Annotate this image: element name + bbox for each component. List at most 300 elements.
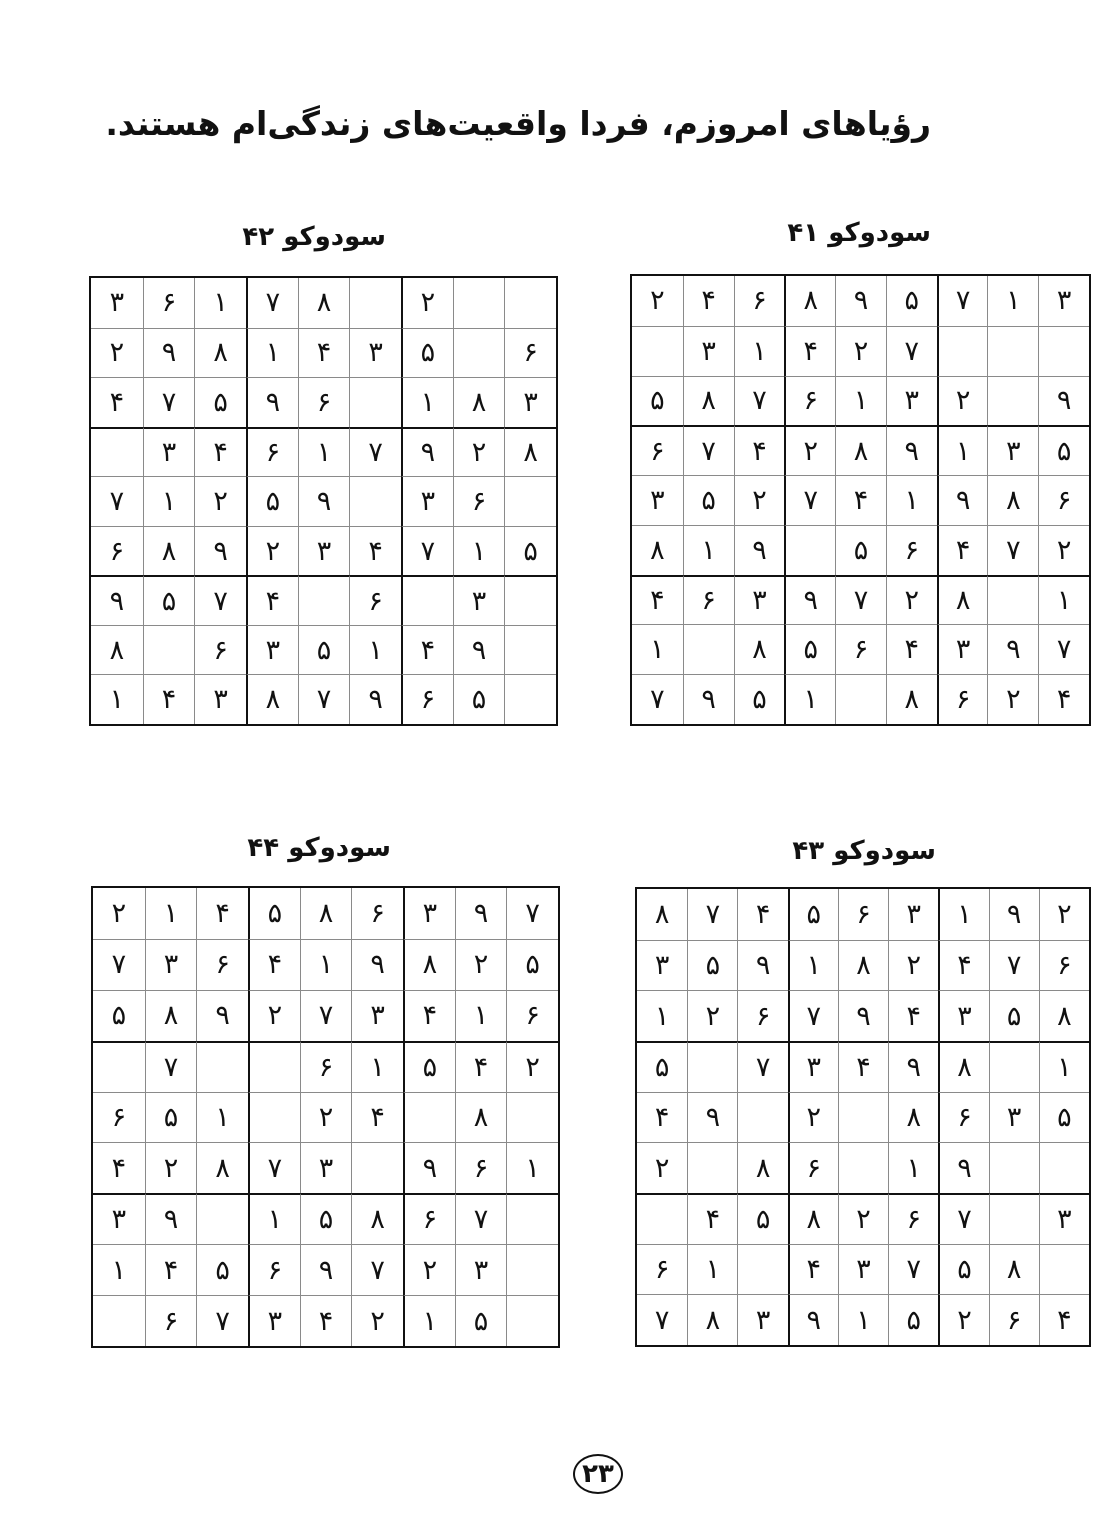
sudoku-cell	[1039, 1142, 1089, 1193]
sudoku-cell: ۱	[987, 276, 1038, 326]
sudoku-cell: ۹	[987, 624, 1038, 674]
sudoku-cell: ۵	[298, 625, 350, 675]
sudoku-cell: ۲	[1038, 525, 1089, 575]
sudoku-cell	[683, 624, 734, 674]
sudoku-cell: ۳	[1039, 1193, 1089, 1244]
sudoku-cell: ۳	[93, 1193, 145, 1244]
sudoku-cell: ۶	[835, 624, 886, 674]
sudoku-cell: ۹	[886, 425, 937, 475]
sudoku-cell: ۵	[194, 377, 246, 427]
sudoku-cell: ۷	[455, 1193, 507, 1244]
sudoku-cell: ۲	[650, 285, 665, 317]
sudoku-cell: ۹	[143, 328, 195, 378]
sudoku-cell: ۷	[886, 326, 937, 376]
sudoku-cell: ۸	[654, 898, 670, 930]
sudoku-cell	[937, 326, 988, 376]
sudoku-cell: ۸	[300, 888, 352, 939]
sudoku-cell: ۴	[886, 624, 937, 674]
sudoku-cell	[632, 326, 683, 376]
sudoku-cell: ۵	[1039, 1092, 1089, 1143]
sudoku-cell: ۲	[835, 326, 886, 376]
sudoku-cell: ۶	[504, 328, 556, 378]
sudoku-cell: ۶	[888, 1193, 938, 1244]
sudoku-cell	[838, 1142, 888, 1193]
sudoku-cell: ۲	[937, 376, 988, 426]
sudoku-cell: ۳	[455, 1244, 507, 1295]
sudoku-cell: ۵	[401, 328, 453, 378]
sudoku-cell: ۱	[506, 1142, 558, 1193]
sudoku-cell: ۷	[506, 888, 558, 939]
sudoku-cell: ۷	[938, 1193, 988, 1244]
sudoku-cell: ۲	[506, 1041, 558, 1092]
sudoku-cell: ۹	[788, 1294, 838, 1345]
sudoku-cell: ۸	[1039, 990, 1089, 1041]
sudoku-cell: ۲	[838, 1193, 888, 1244]
sudoku-grid-44	[91, 886, 560, 1348]
sudoku-cell: ۱	[838, 1294, 888, 1345]
sudoku-cell: ۶	[683, 575, 734, 625]
sudoku-cell: ۹	[300, 1244, 352, 1295]
sudoku-cell	[504, 674, 556, 724]
sudoku-cell: ۲	[886, 575, 937, 625]
sudoku-cell: ۴	[349, 526, 401, 576]
sudoku-cell: ۴	[888, 990, 938, 1041]
sudoku-cell: ۲	[987, 674, 1038, 724]
sudoku-cell: ۸	[687, 1294, 737, 1345]
sudoku-cell	[248, 1092, 300, 1143]
sudoku-cell: ۷	[145, 1041, 197, 1092]
sudoku-cell: ۳	[886, 376, 937, 426]
sudoku-cell: ۹	[453, 625, 505, 675]
sudoku-cell: ۴	[300, 1295, 352, 1346]
sudoku-cell: ۴	[455, 1041, 507, 1092]
sudoku-cell: ۹	[455, 888, 507, 939]
sudoku-cell	[349, 278, 401, 328]
sudoku-cell: ۴	[246, 575, 298, 625]
sudoku-cell	[506, 1295, 558, 1346]
sudoku-cell: ۹	[938, 1142, 988, 1193]
sudoku-cell	[506, 1193, 558, 1244]
puzzle-title-44: سودوکو ۴۴	[247, 833, 391, 863]
sudoku-cell: ۳	[938, 990, 988, 1041]
sudoku-cell: ۲	[401, 278, 453, 328]
sudoku-cell: ۳	[838, 1244, 888, 1295]
sudoku-cell: ۶	[1038, 475, 1089, 525]
sudoku-cell: ۱	[143, 476, 195, 526]
sudoku-cell: ۱	[196, 1092, 248, 1143]
sudoku-cell: ۹	[349, 674, 401, 724]
sudoku-cell: ۸	[453, 377, 505, 427]
sudoku-cell: ۳	[145, 939, 197, 990]
sudoku-cell: ۸	[938, 1041, 988, 1092]
sudoku-cell	[987, 376, 1038, 426]
sudoku-cell: ۷	[632, 674, 683, 724]
sudoku-cell: ۹	[403, 1142, 455, 1193]
sudoku-cell: ۸	[886, 674, 937, 724]
sudoku-cell: ۳	[788, 1041, 838, 1092]
sudoku-cell: ۳	[298, 526, 350, 576]
sudoku-cell: ۶	[93, 1092, 145, 1143]
sudoku-cell: ۸	[734, 624, 785, 674]
sudoku-cell: ۱	[298, 427, 350, 477]
sudoku-cell: ۱	[1038, 575, 1089, 625]
sudoku-cell: ۵	[455, 1295, 507, 1346]
sudoku-cell: ۸	[989, 1244, 1039, 1295]
sudoku-cell: ۱	[300, 939, 352, 990]
sudoku-cell: ۸	[504, 427, 556, 477]
sudoku-cell: ۱	[637, 990, 687, 1041]
sudoku-cell: ۵	[737, 1193, 787, 1244]
sudoku-cell: ۶	[143, 278, 195, 328]
sudoku-cell	[989, 1142, 1039, 1193]
sudoku-cell: ۷	[937, 276, 988, 326]
sudoku-cell	[401, 575, 453, 625]
sudoku-cell: ۶	[300, 1041, 352, 1092]
sudoku-cell: ۲	[248, 990, 300, 1041]
puzzle-title-43: سودوکو ۴۳	[792, 836, 936, 866]
sudoku-cell: ۳	[246, 625, 298, 675]
sudoku-cell: ۳	[194, 674, 246, 724]
sudoku-cell: ۳	[987, 425, 1038, 475]
sudoku-cell: ۸	[298, 278, 350, 328]
sudoku-cell: ۴	[632, 575, 683, 625]
sudoku-cell: ۴	[1039, 1294, 1089, 1345]
sudoku-cell: ۲	[637, 1142, 687, 1193]
sudoku-cell	[989, 1041, 1039, 1092]
sudoku-cell: ۹	[687, 1092, 737, 1143]
sudoku-cell: ۳	[248, 1295, 300, 1346]
sudoku-cell	[687, 1041, 737, 1092]
sudoku-cell: ۴	[248, 939, 300, 990]
sudoku-cell: ۳	[143, 427, 195, 477]
sudoku-cell: ۸	[784, 276, 835, 326]
sudoku-cell: ۵	[196, 1244, 248, 1295]
sudoku-cell: ۷	[888, 1244, 938, 1295]
sudoku-cell: ۱	[401, 377, 453, 427]
sudoku-cell: ۶	[453, 476, 505, 526]
sudoku-cell: ۴	[1038, 674, 1089, 724]
sudoku-cell: ۶	[246, 427, 298, 477]
sudoku-cell: ۹	[888, 1041, 938, 1092]
sudoku-cell: ۲	[455, 939, 507, 990]
sudoku-cell: ۷	[248, 1142, 300, 1193]
sudoku-cell: ۶	[194, 625, 246, 675]
sudoku-cell: ۶	[784, 376, 835, 426]
sudoku-cell: ۱	[351, 1041, 403, 1092]
sudoku-cell: ۴	[93, 1142, 145, 1193]
sudoku-cell: ۳	[737, 1294, 787, 1345]
sudoku-cell: ۹	[194, 526, 246, 576]
page-quote: رؤیاهای امروزم، فردا واقعیت‌های زندگی‌ام هستند.	[105, 104, 931, 143]
sudoku-cell: ۵	[300, 1193, 352, 1244]
sudoku-cell: ۶	[248, 1244, 300, 1295]
sudoku-cell: ۹	[351, 939, 403, 990]
sudoku-cell: ۵	[143, 575, 195, 625]
sudoku-cell: ۱	[835, 376, 886, 426]
sudoku-cell	[784, 525, 835, 575]
sudoku-cell	[93, 1041, 145, 1092]
sudoku-cell: ۲	[1039, 889, 1089, 940]
sudoku-cell	[196, 1041, 248, 1092]
sudoku-cell: ۵	[788, 889, 838, 940]
sudoku-cell: ۳	[632, 475, 683, 525]
sudoku-cell: ۵	[145, 1092, 197, 1143]
sudoku-cell: ۱	[937, 425, 988, 475]
sudoku-cell: ۷	[246, 278, 298, 328]
sudoku-cell: ۶	[886, 525, 937, 575]
sudoku-cell: ۴	[838, 1041, 888, 1092]
sudoku-cell: ۴	[637, 1092, 687, 1143]
sudoku-cell: ۴	[401, 625, 453, 675]
sudoku-cell: ۸	[937, 575, 988, 625]
sudoku-cell: ۵	[637, 1041, 687, 1092]
sudoku-cell: ۸	[91, 625, 143, 675]
sudoku-cell: ۸	[838, 940, 888, 991]
sudoku-cell: ۸	[888, 1092, 938, 1143]
sudoku-cell: ۸	[143, 526, 195, 576]
sudoku-cell: ۵	[246, 476, 298, 526]
sudoku-cell: ۹	[401, 427, 453, 477]
sudoku-cell	[91, 427, 143, 477]
sudoku-cell	[835, 674, 886, 724]
sudoku-cell: ۷	[91, 476, 143, 526]
sudoku-cell	[989, 1193, 1039, 1244]
sudoku-cell: ۵	[93, 990, 145, 1041]
sudoku-cell: ۹	[196, 990, 248, 1041]
sudoku-cell: ۴	[194, 427, 246, 477]
sudoku-cell	[453, 328, 505, 378]
sudoku-cell: ۶	[145, 1295, 197, 1346]
sudoku-cell: ۴	[788, 1244, 838, 1295]
sudoku-cell: ۵	[835, 525, 886, 575]
sudoku-cell: ۵	[938, 1244, 988, 1295]
sudoku-cell: ۴	[683, 276, 734, 326]
sudoku-cell: ۸	[403, 939, 455, 990]
sudoku-cell: ۶	[788, 1142, 838, 1193]
sudoku-cell: ۵	[683, 475, 734, 525]
sudoku-cell: ۷	[734, 376, 785, 426]
sudoku-cell: ۴	[737, 889, 787, 940]
sudoku-cell: ۵	[989, 990, 1039, 1041]
sudoku-cell: ۶	[938, 1092, 988, 1143]
sudoku-cell: ۳	[989, 1092, 1039, 1143]
sudoku-cell: ۵	[504, 526, 556, 576]
sudoku-cell: ۶	[196, 939, 248, 990]
sudoku-grid-41	[630, 274, 1091, 726]
sudoku-cell	[1038, 326, 1089, 376]
sudoku-cell: ۶	[455, 1142, 507, 1193]
sudoku-cell: ۷	[835, 575, 886, 625]
sudoku-cell: ۶	[351, 888, 403, 939]
sudoku-cell: ۵	[506, 939, 558, 990]
sudoku-cell: ۱	[248, 1193, 300, 1244]
sudoku-cell: ۳	[1038, 276, 1089, 326]
sudoku-cell: ۸	[987, 475, 1038, 525]
sudoku-cell: ۷	[401, 526, 453, 576]
sudoku-cell: ۴	[91, 377, 143, 427]
page-number: ۲۳	[573, 1454, 623, 1494]
sudoku-cell: ۷	[987, 525, 1038, 575]
sudoku-cell: ۳	[637, 940, 687, 991]
sudoku-cell: ۷	[196, 1295, 248, 1346]
sudoku-cell: ۴	[835, 475, 886, 525]
sudoku-cell: ۹	[989, 889, 1039, 940]
sudoku-cell	[737, 1244, 787, 1295]
sudoku-cell: ۷	[298, 674, 350, 724]
sudoku-cell: ۱	[788, 940, 838, 991]
sudoku-cell: ۱	[145, 888, 197, 939]
sudoku-cell: ۷	[349, 427, 401, 477]
sudoku-cell: ۳	[937, 624, 988, 674]
sudoku-cell: ۴	[143, 674, 195, 724]
sudoku-cell	[838, 1092, 888, 1143]
sudoku-cell	[987, 326, 1038, 376]
sudoku-grid-42	[89, 276, 558, 726]
sudoku-cell	[349, 476, 401, 526]
sudoku-cell	[1039, 1244, 1089, 1295]
puzzle-title-42: سودوکو ۴۲	[242, 222, 386, 252]
sudoku-cell: ۲	[145, 1142, 197, 1193]
sudoku-cell	[506, 1092, 558, 1143]
sudoku-cell: ۹	[838, 990, 888, 1041]
sudoku-cell: ۶	[838, 889, 888, 940]
sudoku-cell: ۷	[784, 475, 835, 525]
sudoku-cell	[349, 377, 401, 427]
sudoku-cell: ۶	[403, 1193, 455, 1244]
sudoku-cell: ۹	[784, 575, 835, 625]
sudoku-cell: ۹	[835, 276, 886, 326]
sudoku-cell: ۸	[196, 1142, 248, 1193]
sudoku-cell: ۹	[91, 575, 143, 625]
sudoku-cell	[737, 1092, 787, 1143]
sudoku-cell: ۹	[737, 940, 787, 991]
sudoku-cell: ۱	[93, 1244, 145, 1295]
sudoku-cell: ۵	[403, 1041, 455, 1092]
sudoku-cell: ۷	[637, 1294, 687, 1345]
sudoku-cell	[506, 1244, 558, 1295]
sudoku-cell: ۶	[401, 674, 453, 724]
sudoku-cell: ۱	[91, 674, 143, 724]
sudoku-cell: ۶	[506, 990, 558, 1041]
sudoku-cell: ۶	[637, 1244, 687, 1295]
sudoku-cell: ۵	[888, 1294, 938, 1345]
sudoku-cell: ۸	[246, 674, 298, 724]
sudoku-cell: ۹	[937, 475, 988, 525]
sudoku-cell: ۳	[351, 990, 403, 1041]
sudoku-cell	[504, 278, 556, 328]
puzzle-title-41: سودوکو ۴۱	[787, 218, 931, 248]
sudoku-cell	[504, 575, 556, 625]
sudoku-cell: ۴	[145, 1244, 197, 1295]
sudoku-cell: ۲	[734, 475, 785, 525]
sudoku-cell: ۲	[888, 940, 938, 991]
sudoku-cell	[351, 1142, 403, 1193]
sudoku-cell: ۳	[453, 575, 505, 625]
sudoku-cell: ۷	[737, 1041, 787, 1092]
sudoku-cell: ۲	[453, 427, 505, 477]
sudoku-cell: ۴	[784, 326, 835, 376]
sudoku-cell: ۴	[403, 990, 455, 1041]
sudoku-cell: ۲	[111, 897, 127, 929]
sudoku-cell	[403, 1092, 455, 1143]
sudoku-cell	[196, 1193, 248, 1244]
sudoku-cell: ۷	[194, 575, 246, 625]
sudoku-cell: ۵	[886, 276, 937, 326]
sudoku-cell: ۵	[734, 674, 785, 724]
sudoku-cell: ۲	[784, 425, 835, 475]
sudoku-cell: ۵	[632, 376, 683, 426]
sudoku-cell: ۶	[737, 990, 787, 1041]
sudoku-cell: ۹	[683, 674, 734, 724]
sudoku-cell: ۱	[886, 475, 937, 525]
sudoku-cell: ۸	[632, 525, 683, 575]
sudoku-cell	[143, 625, 195, 675]
sudoku-cell: ۱	[194, 278, 246, 328]
sudoku-cell: ۵	[784, 624, 835, 674]
sudoku-cell: ۲	[194, 476, 246, 526]
sudoku-cell: ۷	[143, 377, 195, 427]
sudoku-cell: ۴	[687, 1193, 737, 1244]
sudoku-cell	[298, 575, 350, 625]
sudoku-cell: ۱	[349, 625, 401, 675]
sudoku-cell: ۳	[300, 1142, 352, 1193]
sudoku-cell: ۳	[504, 377, 556, 427]
sudoku-cell: ۶	[937, 674, 988, 724]
sudoku-cell	[687, 1142, 737, 1193]
sudoku-cell: ۴	[298, 328, 350, 378]
sudoku-cell: ۶	[632, 425, 683, 475]
sudoku-cell: ۸	[194, 328, 246, 378]
sudoku-cell: ۱	[453, 526, 505, 576]
sudoku-cell: ۸	[455, 1092, 507, 1143]
sudoku-cell: ۶	[989, 1294, 1039, 1345]
sudoku-cell: ۲	[246, 526, 298, 576]
sudoku-cell: ۷	[687, 889, 737, 940]
sudoku-cell: ۷	[93, 939, 145, 990]
sudoku-cell: ۹	[145, 1193, 197, 1244]
sudoku-cell: ۳	[683, 326, 734, 376]
sudoku-grid-43	[635, 887, 1091, 1347]
sudoku-cell: ۱	[632, 624, 683, 674]
sudoku-cell: ۲	[687, 990, 737, 1041]
sudoku-cell: ۲	[938, 1294, 988, 1345]
sudoku-cell: ۷	[683, 425, 734, 475]
sudoku-cell	[987, 575, 1038, 625]
sudoku-cell: ۳	[401, 476, 453, 526]
sudoku-cell: ۵	[687, 940, 737, 991]
sudoku-cell: ۷	[1038, 624, 1089, 674]
sudoku-cell: ۳	[888, 889, 938, 940]
sudoku-cell: ۴	[938, 940, 988, 991]
sudoku-cell: ۶	[298, 377, 350, 427]
sudoku-cell: ۵	[1038, 425, 1089, 475]
sudoku-cell: ۴	[937, 525, 988, 575]
sudoku-cell: ۲	[788, 1092, 838, 1143]
sudoku-cell	[93, 1295, 145, 1346]
sudoku-cell: ۸	[835, 425, 886, 475]
sudoku-cell: ۱	[1039, 1041, 1089, 1092]
sudoku-cell: ۷	[300, 990, 352, 1041]
sudoku-cell: ۶	[1039, 940, 1089, 991]
sudoku-cell: ۸	[737, 1142, 787, 1193]
sudoku-cell: ۹	[1038, 376, 1089, 426]
sudoku-cell: ۴	[734, 425, 785, 475]
sudoku-cell: ۳	[349, 328, 401, 378]
sudoku-cell: ۵	[248, 888, 300, 939]
sudoku-cell: ۱	[888, 1142, 938, 1193]
sudoku-cell: ۲	[403, 1244, 455, 1295]
sudoku-cell: ۱	[683, 525, 734, 575]
